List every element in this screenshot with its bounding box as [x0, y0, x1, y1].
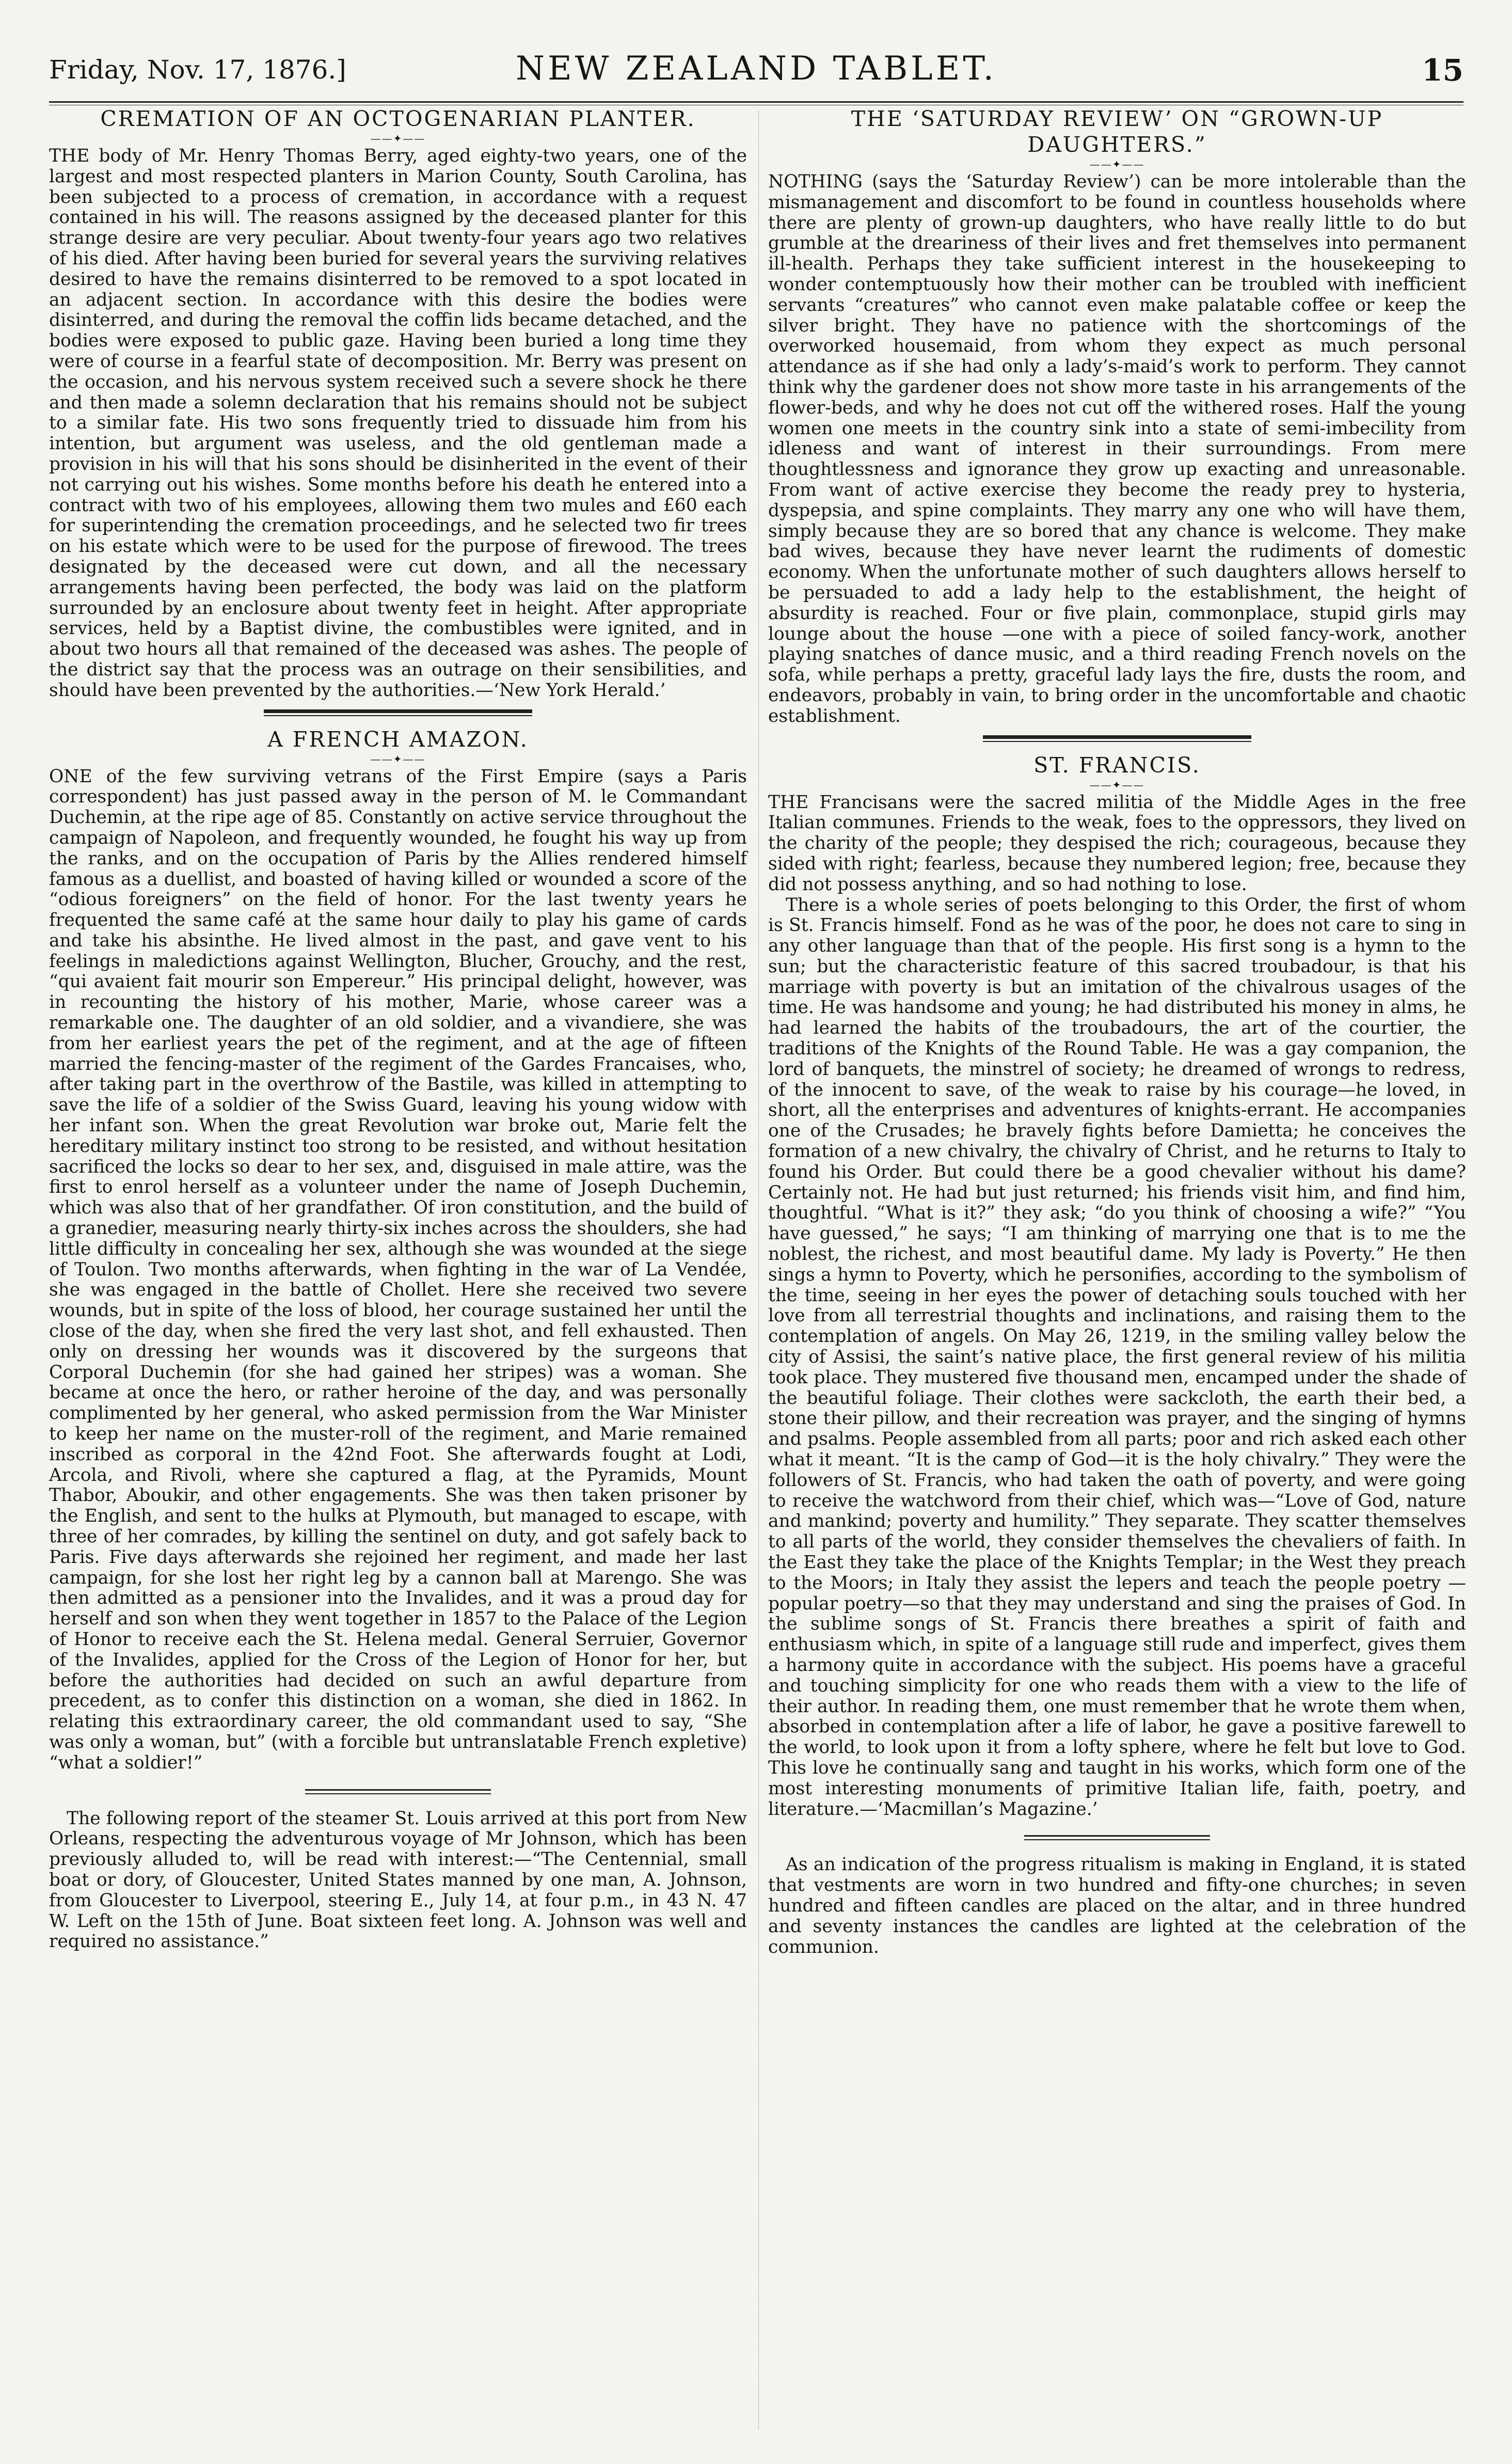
- page-number: 15: [1422, 53, 1463, 88]
- article-st-francis: [768, 752, 1466, 1820]
- masthead: [49, 48, 1463, 99]
- article-ritualism: [768, 1855, 1466, 1957]
- title-ornament: ——✦——: [1089, 778, 1145, 791]
- column-divider: [758, 111, 759, 2429]
- article-saturday-review: [768, 106, 1466, 727]
- paragraph: As an indication of the progress ritualism is making in England, it is stated that vestments are worn in two hundred and fifty-one churches; in seven hundred and fifteen candles are placed on the altar, and in three hundred and seventy instances the candles are lighted at the celebration of the communion.: [768, 1854, 1466, 1957]
- paragraph: The following report of the steamer St. Louis arrived at this port from New Orleans, respecting the adventurous voyage of Mr Johnson, which has been previously alluded to, will be read with interest:—“The Centennial, small boat or dory, of Gloucester, United States manned by one man, A. Johnson, from Gloucester to Liverpool, steering E., July 14, at four p.m., in 43 N. 47 W. Left on the 15th of June. Boat sixteen feet long. A. Johnson was well and required no assistance.”: [49, 1808, 747, 1952]
- paragraph: THE body of Mr. Henry Thomas Berry, aged eighty-two years, one of the largest and most respected planters in Marion County, South Carolina, has been subjected to a process of cremation, in accordance with a request contained in his will. The reasons assigned by the deceased planter for this strange desire are very peculiar. About twenty-four years ago two relatives of his died. After having been buried for several years the surviving relatives desired to have the remains disinterred to be removed to a spot located in an adjacent section. In accordance with this desire the bodies were disinterred, and during the removal the coffin lids became detached, and the bodies were exposed to public gaze. Having been buried a long time they were of course in a fearful state of decomposition. Mr. Berry was present on the occasion, and his nervous system received such a severe shock he there and then made a solemn declaration that his remains should not be subject to a similar fate. His two sons frequently tried to dissuade him from his intention, but argument was useless, and the old gentleman made a provision in his will that his sons should be disinherited in the event of their not carrying out his wishes. Some months before his death he entered into a contract with two of his employees, allowing them two mules and £60 each for superintending the cremation proceedings, and he selected two fir trees on his estate which were to be used for the purpose of firewood. The trees designated by the deceased were cut down, and all the necessary arrangements having been perfected, the body was laid on the platform surrounded by an enclosure about twenty feet in height. After appropriate services, held by a Baptist divine, the combustibles were ignited, and in about two hours all that remained of the deceased was ashes. The people of the district say that the process was an outrage on their sensibilities, and should have been prevented by the authorities.—‘New York Herald.’: [49, 146, 747, 701]
- article-body: [768, 793, 1466, 1820]
- paragraph: NOTHING (says the ‘Saturday Review’) can be more intolerable than the mismanagement and discomfort to be found in countless households where there are plenty of grown-up daughters, who have really little to do but grumble at the dreariness of their lives and fret themselves into permanent ill-health. Perhaps they take sufficient interest in the housekeeping to wonder contemptuously how their mother can be troubled with inefficient servants “creatures” who cannot even make palatable coffee or keep the silver bright. They have no patience with the shortcomings of the overworked housemaid, from whom they expect as much personal attendance as if she had only a lady’s-maid’s work to perform. They cannot think why the gardener does not show more taste in his arrangements of the flower-beds, and why he does not cut off the withered roses. Half the young women one meets in the country sink into a state of semi-imbecility from idleness and want of interest in their surroundings. From mere thoughtlessness and ignorance they grow up exacting and unreasonable. From want of active exercise they become the ready prey to hysteria, dyspepsia, and spine complaints. They marry any one who will have them, simply because they are so bored that any chance is welcome. They make bad wives, because they have never learnt the rudiments of domestic economy. When the unfortunate mother of such daughters allows herself to be persuaded to add a lady help to the establishment, the height of absurdity is reached. Four or five plain, commonplace, stupid girls may lounge about the house —one with a piece of soiled fancy-work, another playing snatches of dance music, and a third reading French novels on the sofa, while perhaps a pretty, graceful lady lays the fire, dusts the room, and endeavors, probably in vain, to bring order in the uncomfortable and chaotic establishment.: [768, 171, 1466, 726]
- article-title: CREMATION OF AN OCTOGENARIAN PLANTER.: [100, 106, 696, 131]
- article-separator: [1024, 1835, 1210, 1840]
- article-body: [49, 767, 747, 1774]
- newspaper-title: NEW ZEALAND TABLET.: [516, 50, 997, 88]
- article-body: [49, 146, 747, 701]
- paragraph: THE Francisans were the sacred militia of the Middle Ages in the free Italian communes. Friends to the weak, foes to the oppressors, they lived on the charity of the people; they despised the rich; courageous, because they sided with right; fearless, because they numbered legion; free, because they did not possess anything, and so had nothing to lose.: [768, 792, 1466, 895]
- left-column: [49, 106, 747, 1952]
- article-cremation: [49, 106, 747, 701]
- paragraph: There is a whole series of poets belonging to this Order, the first of whom is St. Francis himself. Fond as he was of the poor, he does not care to sing in any other language than that of the people. His first song is a hymn to the sun; but the characteristic feature of this sacred troubadour, is that his marriage with poverty is but an imitation of the chivalrous usages of the time. He was handsome and young; he had distributed his money in alms, he had learned the habits of the troubadours, the art of the courtier, the traditions of the Knights of the Round Table. He was a gay companion, the lord of banquets, the minstrel of society; he dreamed of wrongs to redress, of the innocent to save, of the weak to raise by his courage—he loved, in short, all the enterprises and adventures of knights-errant. He accompanies one of the Crusades; he bravely fights before Damietta; he conceives the formation of a new chivalry, the chivalry of Christ, and he returns to Italy to found his Order. But could there be a good chevalier without his dame? Certainly not. He had but just returned; his friends visit him, and find him, thoughtful. “What is it?” they ask; “do you think of choosing a wife?” “You have guessed,” he says; “I am thinking of marrying one that is to me the noblest, the richest, and most beautiful dame. My lady is Poverty.” He then sings a hymn to Poverty, which he personifies, according to the symbolism of the time, seeing in her eyes the power of detaching souls touched with her love from all terrestrial thoughts and inclinations, and raising them to the contemplation of angels. On May 26, 1219, in the smiling valley below the city of Assisi, the saint’s native place, the first general review of his militia took place. They mustered five thousand men, encamped under the shade of the beautiful foliage. Their clothes were sackcloth, the earth their bed, a stone their pillow, and their recreation was prayer, and the singing of hymns and psalms. People assembled from all parts; poor and rich asked each other what it meant. “It is the camp of God—it is the holy chivalry.” They were the followers of St. Francis, who had taken the oath of poverty, and were going to receive the watchword from their chief, which was—“Love of God, nature and mankind; poverty and humility.” They separate. They scatter themselves to all parts of the world, they consider themselves the chevaliers of faith. In the East they take the place of the Knights Templar; in the West they preach to the Moors; in Italy they assist the lepers and teach the people poetry —popular poetry—so that they may understand and sing the praises of God. In the sublime songs of St. Francis there breathes a spirit of faith and enthusiasm which, in spite of a language still rude and imperfect, gives them a harmony quite in accordance with the subject. His poems have a graceful and touching simplicity for one who reads them with a view to the life of their author. In reading them, one must remember that he wrote them when, absorbed in contemplation after a life of labor, he gave a positive farewell to the world, to look upon it from a lofty sphere, where he felt but love to God. This love he continually sang and taught in his works, which form one of the most interesting monuments of primitive Italian life, faith, poetry, and literature.—‘Macmillan’s Magazine.’: [768, 894, 1467, 1820]
- article-body: [768, 1855, 1466, 1957]
- right-column: [768, 106, 1466, 1957]
- article-title: A FRENCH AMAZON.: [267, 726, 529, 752]
- title-ornament: ——✦——: [370, 752, 426, 765]
- article-st-louis: [49, 1809, 747, 1953]
- paragraph: ONE of the few surviving vetrans of the First Empire (says a Paris correspondent) has just passed away in the person of M. le Commandant Duchemin, at the ripe age of 85. Constantly on active service throughout the campaign of Napoleon, and frequently wounded, he fought his way up from the ranks, and on the occupation of Paris by the Allies rendered himself famous as a duellist, and boasted of having killed or wounded a score of the “odious foreigners” on the field of honor. For the last twenty years he frequented the same café at the same hour daily to play his game of cards and take his absinthe. He lived almost in the past, and gave vent to his feelings in maledictions against Wellington, Blucher, Grouchy, and the rest, “qui avaient fait mourir son Empereur.” His principal delight, however, was in recounting the history of his mother, Marie, whose career was a remarkable one. The daughter of an old soldier, and a vivandiere, she was from her earliest years the pet of the regiment, and at the age of fifteen married the fencing-master of the regiment of the Gardes Francaises, who, after taking part in the overthrow of the Bastile, was killed in attempting to save the life of a soldier of the Swiss Guard, leaving his young widow with her infant son. When the great Revolution war broke out, Marie felt the hereditary military instinct too strong to be resisted, and without hesitation sacrificed the locks so dear to her sex, and, disguised in male attire, was the first to enrol herself as a volunteer under the name of Joseph Duchemin, which was also that of her grandfather. Of iron constitution, and the build of a granedier, measuring nearly thirty-six inches across the shoulders, she had little difficulty in concealing her sex, although she was wounded at the siege of Toulon. Two months afterwards, when fighting in the war of La Vendée, she was engaged in the battle of Chollet. Here she received two severe wounds, but in spite of the loss of blood, her courage sustained her until the close of the day, when she fired the very last shot, and fell exhausted. Then only on dressing her wounds was it discovered by the surgeons that Corporal Duchemin (for she had gained her stripes) was a woman. She became at once the hero, or rather heroine of the day, and was personally complimented by her general, who asked permission from the War Minister to keep her name on the muster-roll of the regiment, and Marie remained inscribed as corporal in the 42nd Foot. She afterwards fought at Lodi, Arcola, and Rivoli, where she captured a flag, at the Pyramids, Mount Thabor, Aboukir, and other engagements. She was then taken prisoner by the English, and sent to the hulks at Plymouth, but managed to escape, with three of her comrades, by killing the sentinel on duty, and got safely back to Paris. Five days afterwards she rejoined her regiment, and made her last campaign, for she lost her right leg by a cannon ball at Marengo. She was then admitted as a pensioner into the Invalides, and it was a proud day for herself and son when they went together in 1857 to the Palace of the Legion of Honor to receive each the St. Helena medal. General Serruier, Governor of the Invalides, applied for the Cross of the Legion of Honor for her, but before the authorities had decided on such an awful departure from precedent, as to confer this distinction on a woman, she died in 1862. In relating this extraordinary career, the old commandant used to say, “She was only a woman, but” (with a forcible but untranslatable French expletive) “what a soldier!”: [49, 766, 747, 1773]
- title-ornament: ——✦——: [1089, 158, 1145, 170]
- article-separator: [305, 1789, 491, 1794]
- article-body: [768, 172, 1466, 727]
- title-ornament: ——✦——: [370, 132, 426, 145]
- issue-date: Friday, Nov. 17, 1876.]: [49, 55, 346, 85]
- article-body: [49, 1809, 747, 1953]
- article-separator: [264, 709, 532, 716]
- article-french-amazon: [49, 726, 747, 1774]
- masthead-rule: [49, 101, 1463, 103]
- article-title: ST. FRANCIS.: [1033, 752, 1201, 778]
- article-separator: [983, 735, 1251, 742]
- article-title: THE ‘SATURDAY REVIEW’ ON “GROWN-UP DAUGHTERS.”: [851, 106, 1383, 157]
